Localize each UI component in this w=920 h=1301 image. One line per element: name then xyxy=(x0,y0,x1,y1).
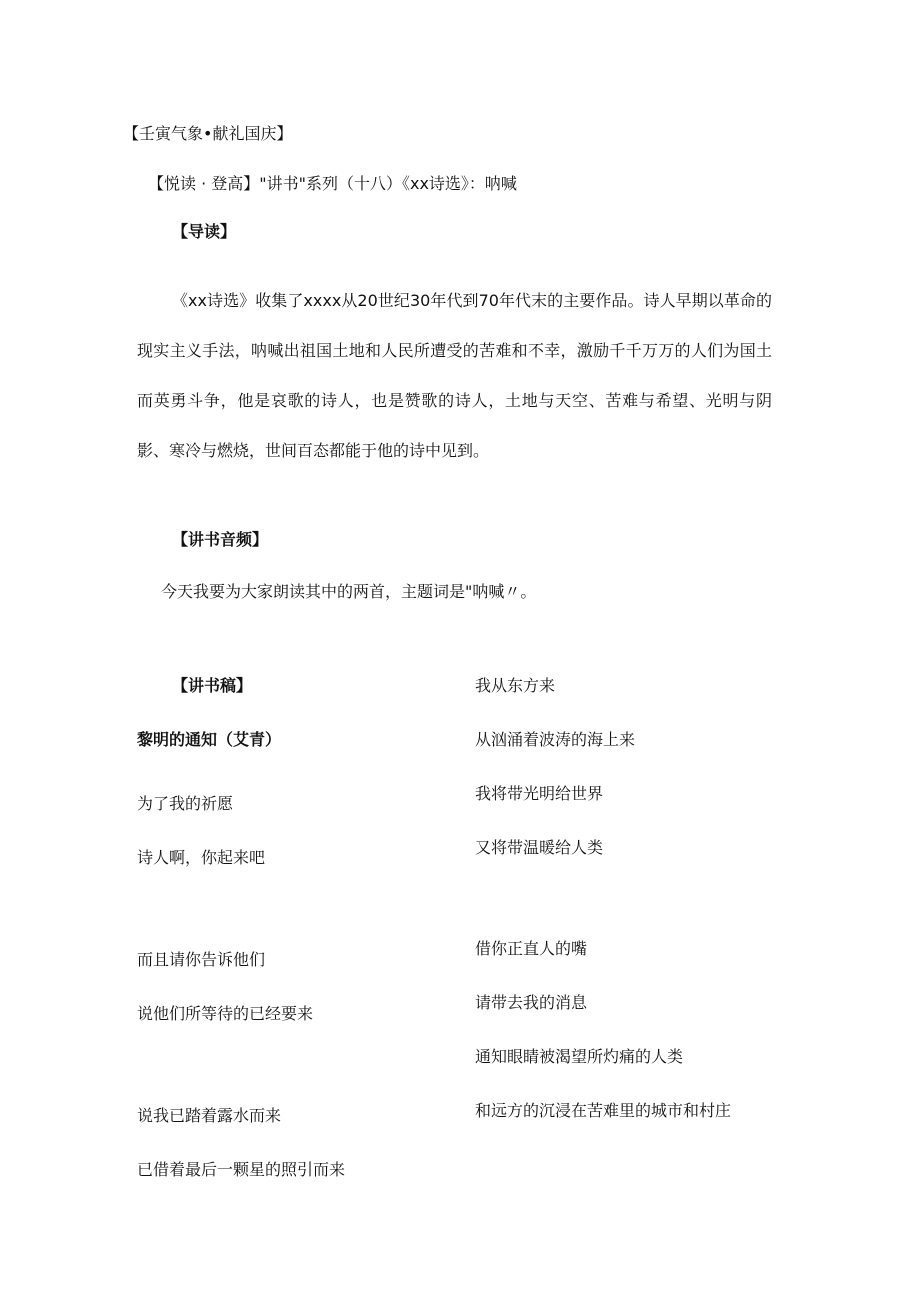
script-heading: 【讲书稿】 xyxy=(172,676,253,695)
poem-line: 和远方的沉浸在苦难里的城市和村庄 xyxy=(475,1101,732,1120)
poem-line: 借你正直人的嘴 xyxy=(475,939,588,958)
poem-line: 诗人啊，你起来吧 xyxy=(137,848,266,867)
audio-text: 今天我要为大家朗读其中的两首，主题词是"呐喊〃。 xyxy=(161,582,537,601)
poem-line: 我从东方来 xyxy=(475,676,556,695)
poem-line: 我将带光明给世界 xyxy=(475,784,604,803)
poem-line: 通知眼睛被渴望所灼痛的人类 xyxy=(475,1047,684,1066)
poem-line: 而且请你告诉他们 xyxy=(137,950,266,969)
series-title: 【悦读 · 登高】"讲书"系列（十八）《xx诗选》：呐喊 xyxy=(148,174,517,193)
poem-line: 说他们所等待的已经要来 xyxy=(137,1004,314,1023)
poem-line: 从汹涌着波涛的海上来 xyxy=(475,730,636,749)
audio-heading: 【讲书音频】 xyxy=(172,530,269,549)
poem-line: 已借着最后一颗星的照引而来 xyxy=(137,1160,346,1179)
poem-line: 为了我的祈愿 xyxy=(137,794,234,813)
poem-title: 黎明的通知（艾青） xyxy=(137,730,282,749)
poem-line: 又将带温暖给人类 xyxy=(475,838,604,857)
intro-paragraph: 《xx诗选》收集了xxxx从20世纪30年代到70年代末的主要作品。诗人早期以革命的现实主义手法，呐喊出祖国土地和人民所遭受的苦难和不幸，激励千千万万的人们为国土而英勇斗争，他是哀歌的诗人，也是赞歌的诗人，土地与天空、苦难与希望、光明与阴影、寒冷与燃烧，世间百态都能于他的诗中见到。 xyxy=(137,291,772,460)
intro-heading: 【导读】 xyxy=(172,222,237,241)
poem-line: 说我已踏着露水而来 xyxy=(137,1106,282,1125)
banner-title: 【壬寅气象•献礼国庆】 xyxy=(123,124,293,143)
poem-line: 请带去我的消息 xyxy=(475,993,588,1012)
